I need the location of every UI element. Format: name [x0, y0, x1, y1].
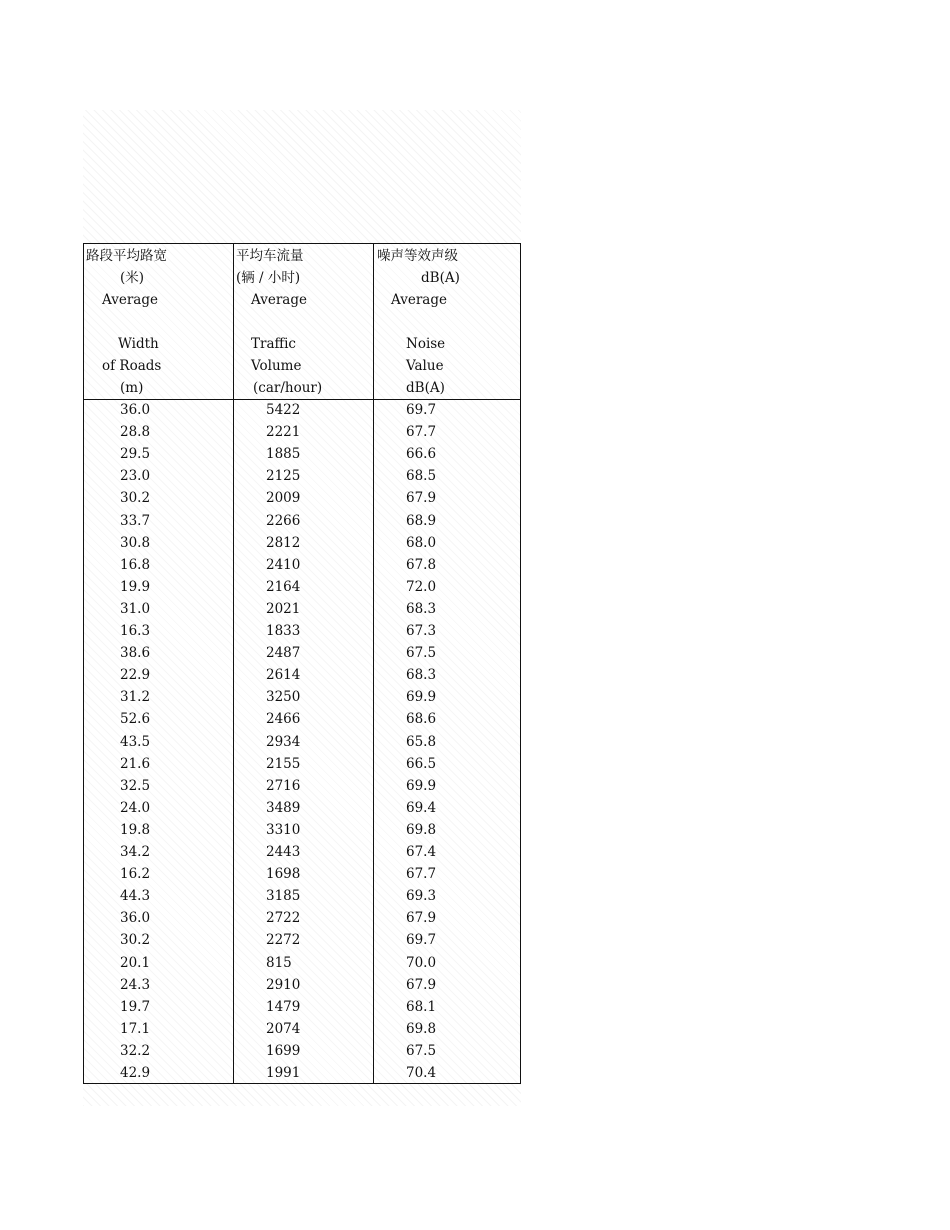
cell-traffic-volume: 3310: [266, 821, 301, 838]
cell-traffic-volume: 2009: [266, 490, 301, 507]
cell-noise-level: 67.9: [406, 976, 437, 993]
cell-noise-level: 72.0: [406, 578, 437, 595]
cell-noise-level: 67.9: [406, 490, 437, 507]
cell-traffic-volume: 2266: [266, 512, 301, 529]
cell-road-width: 16.8: [120, 556, 151, 573]
header-traffic-line: (辆 / 小时): [236, 270, 301, 286]
road-noise-table: [83, 243, 521, 1084]
cell-road-width: 24.0: [120, 799, 151, 816]
cell-noise-level: 67.5: [406, 645, 437, 662]
cell-noise-level: 68.1: [406, 998, 437, 1015]
cell-traffic-volume: 3250: [266, 689, 301, 706]
header-width-line: (米): [120, 270, 145, 286]
cell-traffic-volume: 2722: [266, 910, 301, 927]
cell-traffic-volume: 2716: [266, 777, 301, 794]
cell-noise-level: 68.5: [406, 468, 437, 485]
cell-traffic-volume: 2125: [266, 468, 301, 485]
cell-road-width: 24.3: [120, 976, 151, 993]
cell-noise-level: 67.3: [406, 623, 437, 639]
header-noise-line: dB(A): [421, 270, 460, 286]
cell-road-width: 17.1: [120, 1020, 151, 1037]
cell-road-width: 43.5: [120, 733, 151, 750]
cell-noise-level: 70.4: [406, 1065, 437, 1081]
cell-road-width: 21.6: [120, 755, 151, 772]
cell-noise-level: 69.8: [406, 821, 437, 838]
cell-noise-level: 67.4: [406, 844, 437, 860]
cell-road-width: 32.5: [120, 777, 151, 794]
column-traffic-volume: [233, 244, 374, 1083]
cell-traffic-volume: 2164: [266, 578, 301, 595]
cell-noise-level: 67.9: [406, 910, 437, 927]
cell-traffic-volume: 2221: [266, 424, 301, 441]
cell-traffic-volume: 2934: [266, 733, 301, 750]
cell-traffic-volume: 2910: [266, 976, 301, 993]
cell-noise-level: 67.7: [406, 866, 437, 883]
cell-traffic-volume: 2021: [266, 600, 301, 617]
cell-traffic-volume: 2074: [266, 1020, 301, 1037]
header-traffic-line: Volume: [251, 358, 302, 374]
header-width-line: 路段平均路宽: [86, 248, 167, 264]
cell-noise-level: 68.3: [406, 667, 437, 684]
cell-noise-level: 70.0: [406, 954, 437, 971]
cell-noise-level: 65.8: [406, 733, 437, 750]
cell-road-width: 32.2: [120, 1042, 151, 1059]
cell-traffic-volume: 2155: [266, 755, 301, 772]
cell-road-width: 19.8: [120, 821, 151, 838]
cell-noise-level: 69.4: [406, 799, 437, 816]
cell-noise-level: 69.3: [406, 888, 437, 905]
cell-noise-level: 68.6: [406, 711, 437, 728]
header-width-line: Width: [118, 336, 159, 352]
header-width-line: Average: [102, 292, 158, 308]
header-traffic-line: 平均车流量: [236, 248, 304, 264]
cell-road-width: 34.2: [120, 844, 151, 860]
cell-road-width: 38.6: [120, 645, 151, 662]
cell-road-width: 31.2: [120, 689, 151, 706]
cell-road-width: 33.7: [120, 512, 151, 529]
header-noise-line: dB(A): [406, 380, 445, 396]
header-noise-line: Noise: [406, 336, 446, 352]
header-width-line: of Roads: [102, 358, 162, 374]
header-traffic-line: (car/hour): [253, 380, 323, 396]
cell-noise-level: 67.7: [406, 424, 437, 441]
cell-road-width: 30.2: [120, 490, 151, 507]
cell-road-width: 28.8: [120, 424, 151, 441]
cell-road-width: 30.8: [120, 534, 151, 551]
cell-road-width: 16.3: [120, 623, 151, 639]
column-road-width: [84, 244, 234, 1083]
cell-noise-level: 68.3: [406, 600, 437, 617]
cell-traffic-volume: 2443: [266, 844, 301, 860]
header-noise-line: Value: [406, 358, 444, 374]
cell-road-width: 20.1: [120, 954, 151, 971]
decorative-hatch-bottom: [83, 1084, 521, 1106]
cell-traffic-volume: 1991: [266, 1065, 301, 1081]
cell-noise-level: 69.7: [406, 932, 437, 949]
cell-traffic-volume: 2487: [266, 645, 301, 662]
cell-traffic-volume: 815: [266, 954, 292, 971]
cell-road-width: 16.2: [120, 866, 151, 883]
cell-road-width: 36.0: [120, 910, 151, 927]
cell-road-width: 30.2: [120, 932, 151, 949]
cell-traffic-volume: 2272: [266, 932, 301, 949]
cell-road-width: 19.9: [120, 578, 151, 595]
header-traffic-line: Traffic: [251, 336, 296, 352]
header-noise-line: Average: [391, 292, 447, 308]
cell-noise-level: 66.5: [406, 755, 437, 772]
header-noise-line: 噪声等效声级: [377, 248, 458, 264]
cell-traffic-volume: 5422: [266, 402, 301, 418]
decorative-hatch-top: [83, 110, 521, 244]
cell-noise-level: 69.7: [406, 402, 437, 418]
cell-traffic-volume: 2614: [266, 667, 301, 684]
header-traffic-line: Average: [251, 292, 307, 308]
cell-noise-level: 67.8: [406, 556, 437, 573]
cell-road-width: 44.3: [120, 888, 151, 905]
cell-road-width: 31.0: [120, 600, 151, 617]
header-divider: [84, 399, 520, 400]
cell-road-width: 19.7: [120, 998, 151, 1015]
cell-traffic-volume: 2410: [266, 556, 301, 573]
cell-traffic-volume: 1479: [266, 998, 301, 1015]
cell-noise-level: 67.5: [406, 1042, 437, 1059]
cell-road-width: 23.0: [120, 468, 151, 485]
cell-noise-level: 69.8: [406, 1020, 437, 1037]
cell-traffic-volume: 1699: [266, 1042, 301, 1059]
header-width-line: (m): [120, 380, 144, 396]
cell-road-width: 29.5: [120, 446, 151, 463]
cell-traffic-volume: 1885: [266, 446, 301, 463]
cell-noise-level: 68.0: [406, 534, 437, 551]
cell-road-width: 42.9: [120, 1065, 151, 1081]
column-noise-level: [373, 244, 520, 1083]
cell-traffic-volume: 1833: [266, 623, 301, 639]
cell-traffic-volume: 2812: [266, 534, 301, 551]
cell-road-width: 52.6: [120, 711, 151, 728]
cell-road-width: 36.0: [120, 402, 151, 418]
cell-noise-level: 69.9: [406, 689, 437, 706]
cell-noise-level: 68.9: [406, 512, 437, 529]
cell-noise-level: 66.6: [406, 446, 437, 463]
cell-traffic-volume: 3185: [266, 888, 301, 905]
cell-traffic-volume: 2466: [266, 711, 301, 728]
cell-noise-level: 69.9: [406, 777, 437, 794]
cell-traffic-volume: 1698: [266, 866, 301, 883]
cell-road-width: 22.9: [120, 667, 151, 684]
cell-traffic-volume: 3489: [266, 799, 301, 816]
